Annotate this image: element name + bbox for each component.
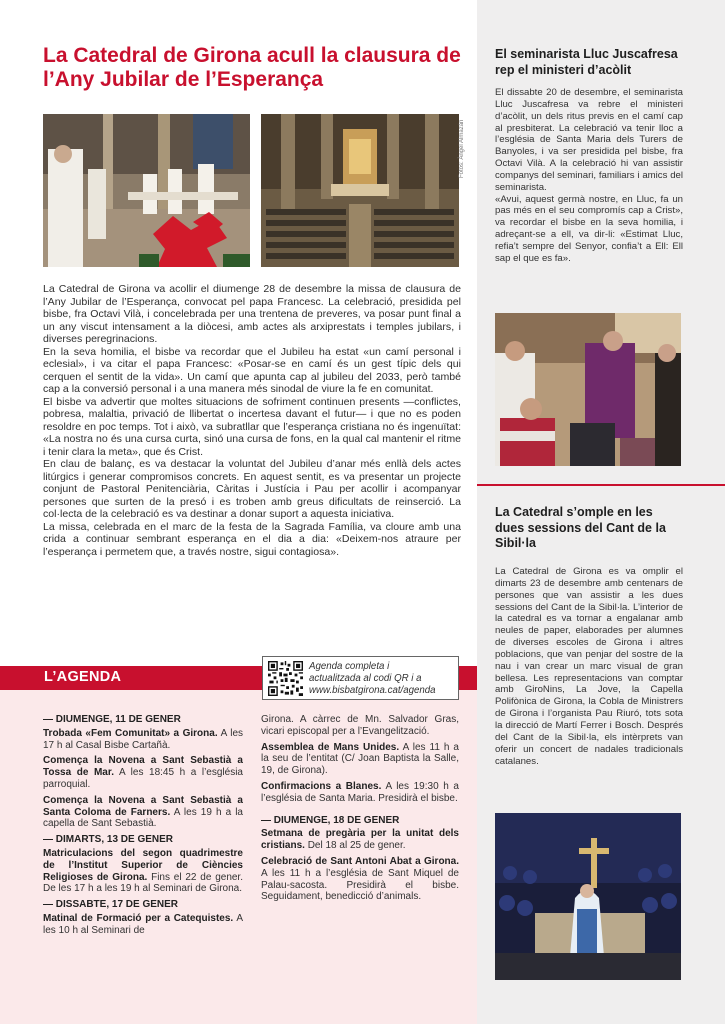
- agenda-qr-box[interactable]: [262, 656, 459, 700]
- agenda-event-continued: Girona. A càrrec de Mn. Salvador Gras, vicari episcopal per a l’Evangelització.: [261, 714, 459, 737]
- page-title: La Catedral de Girona acull la clausura de l’Any Jubilar de l’Esperança: [43, 44, 461, 91]
- agenda-event: Setmana de pregària per la unitat dels cristians. Del 18 al 25 de gener.: [261, 828, 459, 852]
- sidebar-article-body: La Catedral de Girona es va omplir el dimarts 23 de desembre amb centenars de persones que van assistir a les dues sessions del Cant de la Sibil·la. L’interior de la catedral es va tornar a engalanar amb neules de paper, elaborades per alumnes de diverses escoles de Girona i altres poblacions, que van penjar del sostre de la nau i van crear un marc visual de gran bellesa. Les representacions van comptar amb GiroNins, La Jove, la Capella Polifònica de Girona, la Cobla de Ministrers de Girona i l’organista Pau Riuró, tots sota la direcció de Martí Ferrer i Bosch. Després del Cant de la Sibil·la, els intèrprets van oferir un concert de nadales tradicionals catalanes.: [495, 566, 683, 767]
- qr-code-icon[interactable]: [268, 661, 303, 696]
- photo-credit: Fotos: Àngel Almazán: [459, 119, 465, 178]
- photo-cant-sibilla: [495, 813, 681, 980]
- agenda-day-label: — DIUMENGE, 11 DE GENER: [43, 714, 181, 725]
- agenda-qr-caption: Agenda completa i actualitzada al codi QR i a www.bisbatgirona.cat/agenda: [309, 661, 457, 697]
- agenda-day-label: — DIMARTS, 13 DE GENER: [43, 834, 174, 846]
- article-paragraph: La Catedral de Girona va acollir el diumenge 28 de desembre la missa de clausura de l’Any Jubilar de l’Esperança, convocat pel papa Francesc. La celebració, presidida pel bisbe, fra Octavi Vilà, i concelebrada per una trentena de preveres, va posar punt final a un any viscut intensament a la diòcesi, amb actes als arxiprestats i temples jubilars, i diverses peregrinacions.: [43, 283, 461, 345]
- agenda-event: Celebració de Sant Antoni Abat a Girona. A les 11 h a l’església de Sant Miquel de Palau-sacosta. Presidirà el bisbe. Seguidament, benedicció d’animals.: [261, 855, 459, 903]
- agenda-event: Matinal de Formació per a Catequistes. A les 10 h al Seminari de: [43, 912, 243, 936]
- article-paragraph: La missa, celebrada en el marc de la festa de la Sagrada Família, va cloure amb una crida a continuar sembrant esperança en el dia a dia: «Deixem-nos atraure per l’esperança i permetem que, a través nostre, sigui contagiosa».: [43, 520, 461, 558]
- sidebar-article-title: La Catedral s’omple en les dues sessions del Cant de la Sibil·la: [495, 505, 666, 550]
- agenda-event: Assemblea de Mans Unides. A les 11 h a la seu de l’entitat (C/ Joan Baptista la Salle, 19, de Girona).: [261, 741, 459, 777]
- agenda-link[interactable]: www.bisbatgirona.cat/agenda: [309, 685, 436, 696]
- sidebar: [477, 0, 725, 1024]
- article-paragraph: El bisbe va advertir que moltes situacions de sofriment continuen presents —conflictes, pobresa, malaltia, privació de llibertat o incertesa davant el futur— i que no es poden resoldre en poc temps. Tot i això, va subratllar que l’esperança cristiana no és ingenuïtat: «La nostra no és una cursa curta, sinó una cursa de fons, en la qual cal mantenir el ritme i tenir clara la meta», que és Crist.: [43, 395, 461, 458]
- sidebar-article-title: El seminarista Lluc Juscafresa rep el ministeri d’acòlit: [495, 47, 678, 77]
- agenda-column-right: [261, 714, 459, 907]
- agenda-event: Comença la Novena a Sant Sebastià a Santa Coloma de Farners. A les 19 h a la capella de Sant Sebastià.: [43, 794, 243, 830]
- sidebar-divider: [477, 484, 725, 486]
- sidebar-article-body: El dissabte 20 de desembre, el seminarista Lluc Juscafresa va rebre el ministeri d’acòlit, un dels ritus previs en el camí cap al presbiterat. La celebració va tenir lloc a l’església de Santa Maria dels Turers de Banyoles, i va ser presidida pel bisbe, fra Octavi Vilà. A la celebració hi van assistir companys del seminari, familiars i amics del seminarista. «Avui, aquest germà nostre, en Lluc, fa un pas més en el seu compromís cap a Crist», va recordar el bisbe en la seva homilia, i adreçant-se a ell, va dir-li: «Estimat Lluc, refia’t sempre del Senyor, confia’t a Ell: Ell sap el que es fa».: [495, 87, 683, 264]
- article-paragraph: En clau de balanç, es va destacar la voluntat del Jubileu d’anar més enllà dels actes litúrgics i generar compromisos concrets. En aquest sentit, es va presentar un projecte conjunt de Pastoral Penitenciària, Càritas i Justícia i Pau per acollir i acompanyar persones que surten de la presó i es troben amb greus dificultats de reinserció. La col·lecta de la celebració es va destinar a donar suport a aquesta iniciativa.: [43, 458, 461, 520]
- agenda-day-label: — DIUMENGE, 18 DE GENER: [261, 814, 400, 826]
- photo-cathedral-nave: [261, 114, 459, 267]
- agenda-event: Matriculacions del segon quadrimestre de l’Institut Superior de Ciències Religioses de Girona. Fins el 22 de gener. De les 17 h a les 19 h al Seminari de Girona.: [43, 847, 243, 895]
- agenda-event: Confirmacions a Blanes. A les 19:30 h a l’església de Santa Maria. Presidirà el bisbe.: [261, 780, 459, 804]
- photo-bishop-altar: [43, 114, 250, 267]
- main-article-body: [43, 283, 461, 558]
- agenda-column-left: [43, 714, 243, 941]
- agenda-title: L’AGENDA: [44, 669, 122, 685]
- agenda-event: Comença la Novena a Sant Sebastià a Tossa de Mar. A les 18:45 h a l’església parroquial.: [43, 755, 243, 790]
- agenda-day-label: — DISSABTE, 17 DE GENER: [43, 899, 179, 911]
- article-paragraph: En la seva homilia, el bisbe va recordar que el Jubileu ha estat «un camí personal i eclesial», i va citar el papa Francesc: «Posar-se en camí és un gest típic dels qui cerquen el sentit de la vida». Un camí que apunta cap al jubileu del 2033, però també cap a la conversió personal i a una manera més sinodal de viure la fe en comunitat.: [43, 345, 461, 395]
- photo-acolyte-ministry: [495, 313, 681, 466]
- agenda-event: Trobada «Fem Comunitat» a Girona. A les 17 h al Casal Bisbe Cartañà.: [43, 727, 244, 751]
